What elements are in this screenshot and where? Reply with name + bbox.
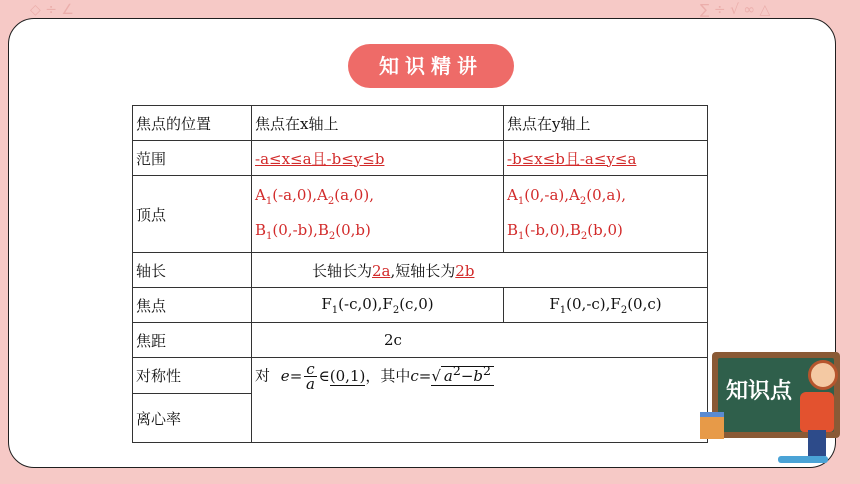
ellipse-properties-table — [132, 105, 708, 443]
cell-x-axis: $F_1(-c,0),F_2(c,0)$ — [252, 288, 504, 323]
major-axis-value: 2a — [372, 261, 391, 280]
cell-x-axis: -a≤x≤a且-b≤y≤b — [252, 141, 504, 176]
table-row — [133, 358, 708, 394]
formula-text: ，其中 — [365, 366, 411, 385]
cell-symmetry-eccentricity — [252, 358, 708, 443]
books-icon — [700, 412, 724, 439]
cell-x-axis: 焦点在x轴上 — [252, 106, 504, 141]
row-label: 范围 — [133, 141, 252, 176]
eccentricity-formula: e= $\frac{c}{a}$ ∈(0,1)，其中c=√ $a^2-b^2$ — [281, 367, 494, 385]
symmetry-text: 对 — [255, 366, 271, 385]
cell-axis-length — [252, 253, 708, 288]
section-title: 知识精讲 — [348, 44, 514, 88]
row-label: 对称性 — [133, 358, 252, 394]
row-label: 焦点 — [133, 288, 252, 323]
cell-y-axis: $F_1(0,-c),F_2(0,c)$ — [504, 288, 708, 323]
axis-text: ,短轴长为 — [390, 261, 456, 280]
cell-y-axis: $A_1(0,-a),A_2(0,a)$, $B_1(-b,0),B_2(b,0)$ — [504, 176, 708, 253]
cell-y-axis: 焦点在y轴上 — [504, 106, 708, 141]
cell-focal-distance: 2c — [252, 323, 708, 358]
table-row — [133, 288, 708, 323]
table-row — [133, 253, 708, 288]
cell-y-axis: -b≤x≤b且-a≤y≤a — [504, 141, 708, 176]
row-label: 焦点的位置 — [133, 106, 252, 141]
background-doodle: ∑ ÷ √ ∞ △ — [700, 2, 771, 18]
table-row — [133, 141, 708, 176]
row-label: 轴长 — [133, 253, 252, 288]
table-row — [133, 176, 708, 253]
row-label: 焦距 — [133, 323, 252, 358]
row-label: 顶点 — [133, 176, 252, 253]
cell-x-axis: $A_1(-a,0),A_2(a,0)$, $B_1(0,-b),B_2(0,b)$ — [252, 176, 504, 253]
minor-axis-value: 2b — [455, 261, 475, 280]
student-legs-icon — [808, 430, 826, 456]
axis-text: 长轴长为 — [312, 261, 373, 280]
table-row — [133, 106, 708, 141]
table-row — [133, 323, 708, 358]
row-label: 离心率 — [133, 394, 252, 443]
student-head-icon — [808, 360, 838, 390]
stand-icon — [778, 456, 828, 463]
chalkboard-text: 知识点 — [726, 379, 793, 404]
student-illustration — [800, 392, 834, 432]
background-doodle: ◇ ÷ ∠ — [30, 2, 74, 18]
